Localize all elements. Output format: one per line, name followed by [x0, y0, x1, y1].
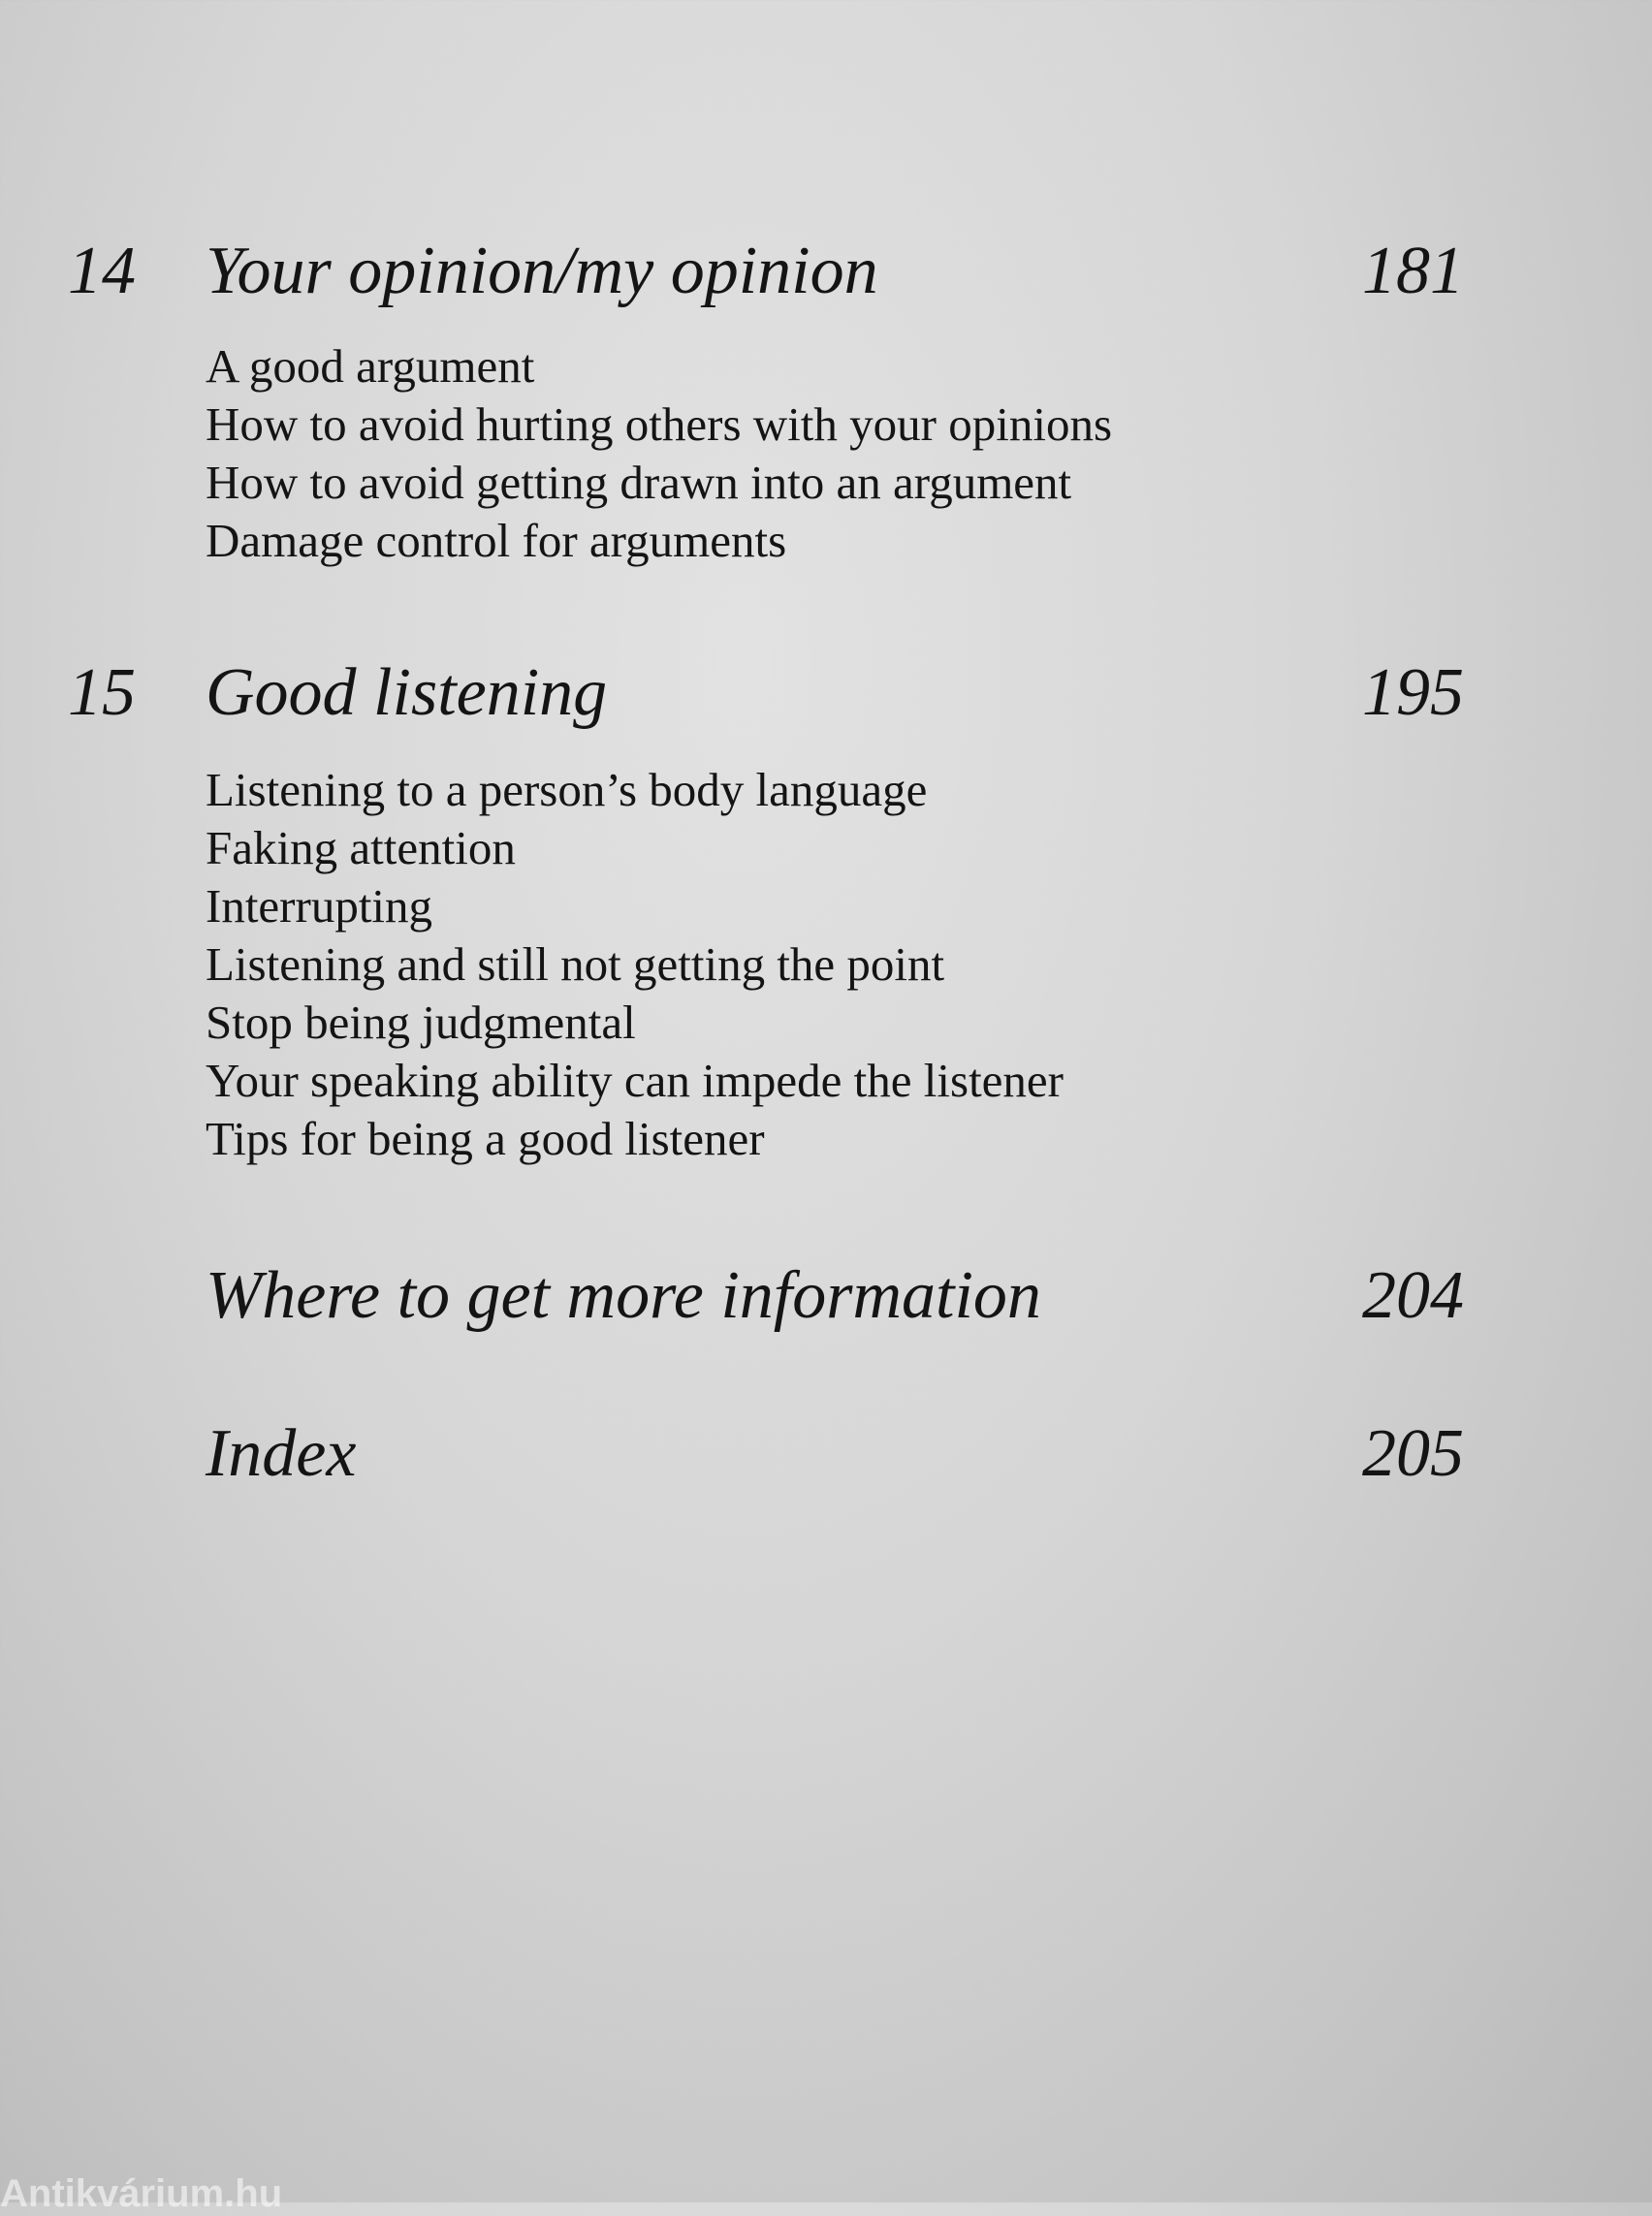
section-list	[206, 337, 1112, 570]
chapter-page-number: 181	[1362, 234, 1464, 308]
section-item: How to avoid hurting others with your opinions	[206, 397, 1113, 451]
section-item: Stop being judgmental	[206, 996, 636, 1049]
chapter-number: 14	[68, 234, 136, 308]
section-item: How to avoid getting drawn into an argument	[206, 456, 1072, 509]
section-item: Faking attention	[206, 821, 516, 874]
back-matter-title: Where to get more information	[206, 1258, 1041, 1333]
section-item: A good argument	[206, 339, 535, 393]
section-item: Listening to a person’s body language	[206, 763, 928, 816]
section-item: Tips for being a good listener	[206, 1112, 765, 1165]
chapter-title: Your opinion/my opinion	[206, 234, 878, 308]
back-matter-page-number: 205	[1362, 1416, 1464, 1491]
section-item: Listening and still not getting the point	[206, 937, 945, 991]
back-matter-page-number: 204	[1362, 1258, 1464, 1333]
chapter-title: Good listening	[206, 655, 608, 730]
chapter-number: 15	[68, 655, 136, 730]
chapter-page-number: 195	[1362, 655, 1464, 730]
watermark: Antikvárium.hu	[0, 2172, 283, 2215]
section-item: Your speaking ability can impede the listener	[206, 1054, 1064, 1107]
section-list	[206, 761, 1064, 1168]
section-item: Interrupting	[206, 879, 433, 933]
back-matter-title: Index	[206, 1416, 357, 1491]
section-item: Damage control for arguments	[206, 514, 787, 567]
